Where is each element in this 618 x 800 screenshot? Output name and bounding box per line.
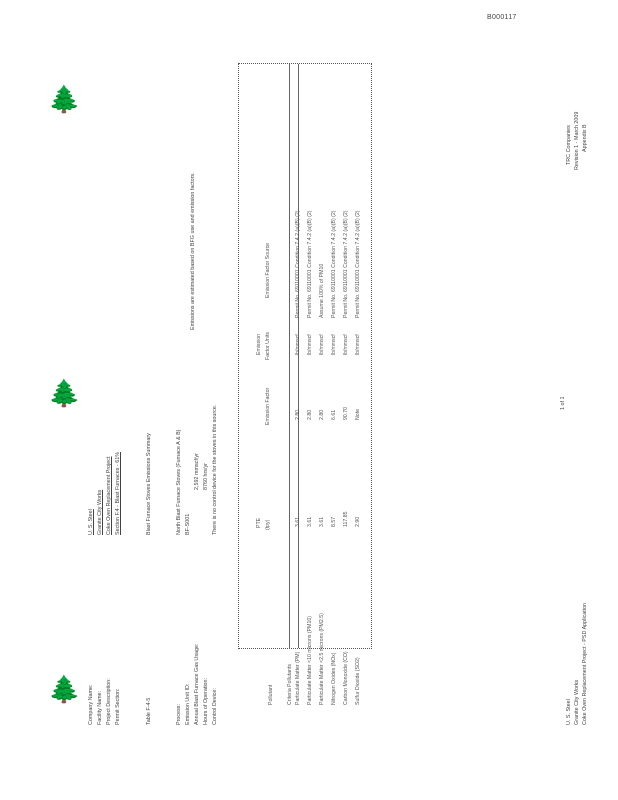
table-row-units: lb/mmscf [343, 334, 349, 355]
permit-section-label: Permit Section: [115, 688, 121, 725]
table-row-tpy: 8.57 [331, 516, 337, 527]
control-device-value: There is no control device for the stoves in this source. [212, 404, 218, 535]
footer-project: Coke Oven Replacement Project - PSD Application [582, 603, 588, 725]
table-row-source: Permit No. 69110001 Condition 7.4.2 (a)(B) (2) [295, 210, 301, 318]
pollutant-header: Pollutant [268, 684, 274, 705]
table-row-pollutant: Particulate Matter <2.5 microns (PM2.5) [319, 613, 325, 705]
table-row-factor: Note [355, 409, 361, 420]
facility-name-value: Granite City Works [97, 489, 103, 535]
table-row-units: lb/mmscf [307, 334, 313, 355]
company-name-value: U. S. Steel [88, 509, 94, 535]
process-value: North Blast Furnace Stoves (Furnace A & B) [176, 429, 182, 535]
table-row-pollutant: Particulate Matter (PM) [295, 651, 301, 705]
project-description-label: Project Description: [106, 678, 112, 725]
pte-header: PTE [256, 517, 262, 528]
hole-punch-mark: 🌲 [48, 378, 81, 408]
table-row-pollutant: Nitrogen Oxides (NOx) [331, 652, 337, 705]
process-label: Process: [176, 704, 182, 725]
table-row-source: Permit No. 69110001 Condition 7.4.2 (a)(B) (2) [331, 210, 337, 318]
table-row-tpy: 117.85 [343, 511, 349, 527]
page-id: B000117 [487, 14, 517, 21]
table-row-source: Assume 100% of PM10 [319, 263, 325, 318]
table-row-tpy: 2.90 [355, 516, 361, 527]
table-row-factor: 2.80 [295, 409, 301, 420]
pte-header-units: (tpy) [265, 519, 271, 530]
hole-punch-mark: 🌲 [48, 674, 81, 704]
table-row-factor: 2.80 [319, 409, 325, 420]
footer-facility: Granite City Works [574, 679, 580, 725]
control-device-label: Control Device: [212, 688, 218, 725]
table-title: Blast Furnace Stoves Emissions Summary [146, 433, 152, 535]
annual-gas-usage-value: 2,592 mmscf/yr [194, 453, 200, 490]
table-row-source: Permit No. 69110001 Condition 7.4.2 (a)(B) (2) [355, 210, 361, 318]
table-row-units: lb/mmscf [331, 334, 337, 355]
table-row-tpy: 3.61 [319, 516, 325, 527]
section-label: Criteria Pollutants [287, 664, 293, 705]
table-row-tpy: 3.61 [295, 516, 301, 527]
facility-name-label: Facility Name: [97, 690, 103, 725]
annual-gas-usage-label: Annual Blast Furnace Gas Usage: [194, 643, 200, 725]
footer-appendix: Appendix B [582, 124, 588, 152]
table-row-source: Permit No. 69110001 Condition 7.4.2 (a)(B) (2) [307, 210, 313, 318]
table-row-units: lb/mmscf [355, 334, 361, 355]
header-rule [289, 64, 290, 648]
hours-of-operation-label: Hours of Operation: [203, 677, 209, 725]
footer-company: U. S. Steel [566, 699, 572, 725]
factor-units-header-2: Factor Units [265, 332, 271, 360]
factor-units-header: Emission [256, 333, 262, 355]
permit-section-value: Section F.4 - Blast Furnaces - 61% [115, 452, 121, 535]
emission-factor-header: Emission Factor [265, 387, 271, 425]
table-row-tpy: 3.61 [307, 516, 313, 527]
hours-of-operation-value: 8760 hrs/yr [203, 463, 209, 490]
table-row-factor: 2.80 [307, 409, 313, 420]
emissions-note: Emissions are estimated based on BFG use and emission factors. [190, 172, 196, 330]
table-row-pollutant: Particulate Matter <10 microns (PM10) [307, 616, 313, 705]
emission-unit-label: Emission Unit ID: [185, 683, 191, 725]
company-name-label: Company Name: [88, 684, 94, 725]
table-row-pollutant: Carbon Monoxide (CO) [343, 651, 349, 705]
emission-unit-value: BF-S001 [185, 513, 191, 535]
page-number: 1 of 1 [560, 396, 566, 410]
footer-consultant: TRC Companies [566, 125, 572, 165]
section-rule [298, 64, 299, 648]
table-row-factor: 6.61 [331, 409, 337, 420]
emissions-table [238, 63, 372, 649]
table-row-units: lb/mmscf [295, 334, 301, 355]
table-row-units: lb/mmscf [319, 334, 325, 355]
factor-source-header: Emission Factor Source [265, 242, 271, 298]
table-row-factor: 90.70 [343, 407, 349, 420]
footer-revision: Revision 1 - March 2009 [574, 111, 580, 170]
table-row-source: Permit No. 69110001 Condition 7.4.2 (a)(B) (2) [343, 210, 349, 318]
hole-punch-mark: 🌲 [48, 84, 81, 114]
table-reference: Table F-4-5 [146, 697, 152, 725]
project-description-value: Coke Oven Replacement Project [106, 456, 112, 535]
table-row-pollutant: Sulfur Dioxide (SO2) [355, 657, 361, 705]
